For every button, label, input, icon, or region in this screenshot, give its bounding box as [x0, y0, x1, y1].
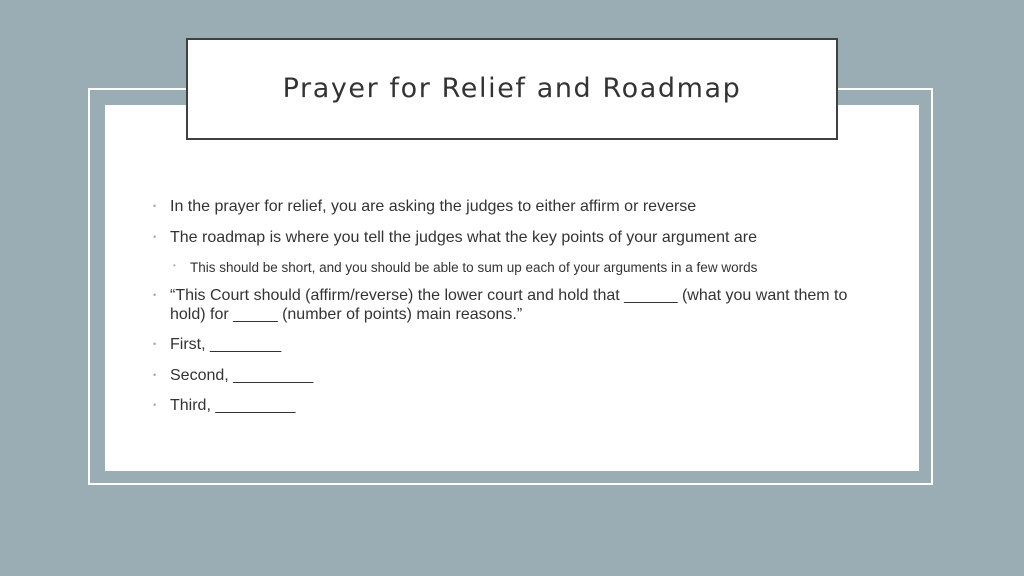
sub-bullet-item-short-summary — [173, 258, 840, 277]
bullet-text: The roadmap is where you tell the judges what the key points of your argument are — [170, 229, 757, 246]
bullet-dot-icon: • — [153, 290, 157, 300]
bullet-dot-icon: • — [153, 339, 157, 349]
bullet-dot-icon: • — [153, 400, 157, 410]
slide-title: Prayer for Relief and Roadmap — [282, 72, 742, 104]
bullet-text: In the prayer for relief, you are asking the judges to either affirm or reverse — [170, 198, 697, 215]
bullet-text: “This Court should (affirm/reverse) the lower court and hold that ______ (what you want them to hold) for _____ (number of points) main reasons.” — [170, 287, 848, 323]
bullet-item-second — [153, 366, 860, 385]
bullet-dot-icon: • — [153, 232, 157, 242]
bullet-text: This should be short, and you should be able to sum up each of your arguments in a few words — [190, 260, 758, 275]
bullet-item-first — [153, 335, 860, 354]
bullet-dot-icon: • — [153, 201, 157, 211]
bullet-dot-icon: • — [153, 370, 157, 380]
bullet-text: Third, _________ — [170, 397, 296, 414]
bullet-item-court-statement — [153, 286, 860, 324]
bullet-dot-icon: • — [173, 261, 176, 270]
bullet-text: First, ________ — [170, 336, 282, 353]
bullet-item-prayer-for-relief — [153, 197, 860, 216]
bullet-text: Second, _________ — [170, 367, 314, 384]
bullet-item-third — [153, 396, 860, 415]
bullet-item-roadmap — [153, 228, 860, 247]
